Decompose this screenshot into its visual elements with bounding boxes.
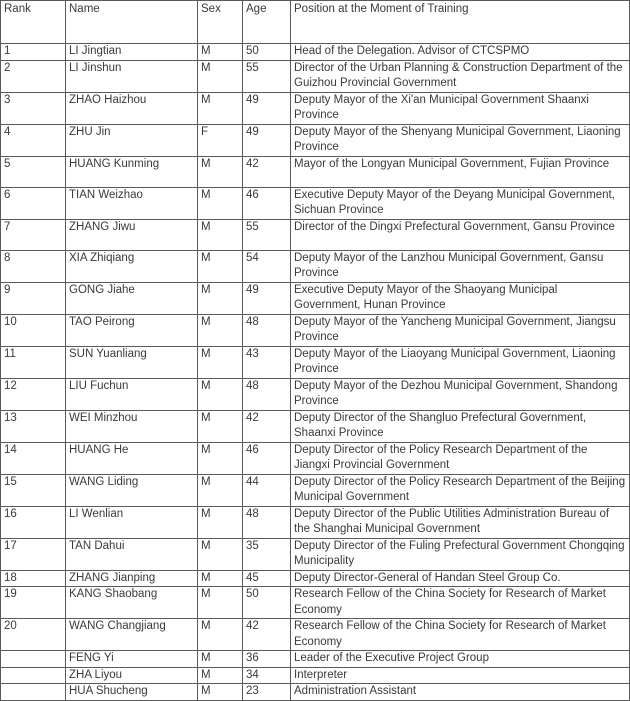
cell-position: Deputy Director of the Public Utilities Administration Bureau of the Shanghai Municipal Government <box>291 506 630 538</box>
table-row <box>1 187 630 219</box>
cell-position: Head of the Delegation. Advisor of CTCSPMO <box>291 44 630 61</box>
cell-rank: 7 <box>1 219 66 250</box>
cell-age: 49 <box>243 92 291 124</box>
cell-name: HUANG Kunming <box>66 156 198 187</box>
cell-sex: M <box>198 587 243 619</box>
cell-rank: 11 <box>1 346 66 378</box>
cell-rank: 16 <box>1 506 66 538</box>
cell-age: 49 <box>243 282 291 314</box>
cell-rank <box>1 684 66 701</box>
cell-age: 23 <box>243 684 291 701</box>
cell-age: 43 <box>243 346 291 378</box>
cell-rank: 18 <box>1 570 66 587</box>
header-sex: Sex <box>198 1 243 44</box>
cell-name: TAN Dahui <box>66 538 198 570</box>
cell-age: 48 <box>243 506 291 538</box>
cell-position: Deputy Mayor of the Yancheng Municipal Government, Jiangsu Province <box>291 314 630 346</box>
table-row <box>1 219 630 250</box>
cell-age: 45 <box>243 570 291 587</box>
cell-name: LI Jingtian <box>66 44 198 61</box>
cell-position: Interpreter <box>291 667 630 684</box>
cell-name: LI Wenlian <box>66 506 198 538</box>
cell-age: 55 <box>243 60 291 92</box>
cell-position: Deputy Director of the Policy Research Department of the Beijing Municipal Government <box>291 474 630 506</box>
cell-age: 42 <box>243 619 291 651</box>
table-row <box>1 570 630 587</box>
header-row <box>1 1 630 44</box>
cell-age: 49 <box>243 124 291 156</box>
cell-name: LI Jinshun <box>66 60 198 92</box>
cell-sex: M <box>198 410 243 442</box>
cell-rank: 5 <box>1 156 66 187</box>
cell-name: ZHANG Jiwu <box>66 219 198 250</box>
cell-age: 48 <box>243 314 291 346</box>
table-row <box>1 346 630 378</box>
cell-age: 48 <box>243 378 291 410</box>
table-row <box>1 156 630 187</box>
cell-rank: 20 <box>1 619 66 651</box>
cell-rank: 1 <box>1 44 66 61</box>
cell-age: 42 <box>243 156 291 187</box>
cell-rank: 8 <box>1 250 66 282</box>
cell-age: 44 <box>243 474 291 506</box>
table-row <box>1 60 630 92</box>
cell-age: 42 <box>243 410 291 442</box>
cell-position: Deputy Mayor of the Xi'an Municipal Government Shaanxi Province <box>291 92 630 124</box>
header-name: Name <box>66 1 198 44</box>
cell-sex: M <box>198 667 243 684</box>
cell-sex: M <box>198 442 243 474</box>
cell-rank: 19 <box>1 587 66 619</box>
cell-age: 35 <box>243 538 291 570</box>
cell-sex: M <box>198 60 243 92</box>
cell-position: Executive Deputy Mayor of the Shaoyang Municipal Government, Hunan Province <box>291 282 630 314</box>
cell-position: Research Fellow of the China Society for Research of Market Economy <box>291 619 630 651</box>
cell-rank: 13 <box>1 410 66 442</box>
cell-sex: F <box>198 124 243 156</box>
cell-age: 50 <box>243 44 291 61</box>
cell-position: Executive Deputy Mayor of the Deyang Municipal Government, Sichuan Province <box>291 187 630 219</box>
cell-rank: 4 <box>1 124 66 156</box>
cell-sex: M <box>198 538 243 570</box>
cell-name: KANG Shaobang <box>66 587 198 619</box>
cell-rank: 6 <box>1 187 66 219</box>
table-row <box>1 587 630 619</box>
cell-position: Deputy Director-General of Handan Steel Group Co. <box>291 570 630 587</box>
cell-sex: M <box>198 250 243 282</box>
table-row <box>1 92 630 124</box>
cell-name: XIA Zhiqiang <box>66 250 198 282</box>
cell-name: ZHANG Jianping <box>66 570 198 587</box>
cell-name: LIU Fuchun <box>66 378 198 410</box>
cell-sex: M <box>198 506 243 538</box>
cell-rank: 3 <box>1 92 66 124</box>
cell-name: FENG Yi <box>66 651 198 668</box>
cell-age: 34 <box>243 667 291 684</box>
cell-name: HUA Shucheng <box>66 684 198 701</box>
cell-rank <box>1 667 66 684</box>
cell-rank <box>1 651 66 668</box>
table-row <box>1 538 630 570</box>
cell-rank: 2 <box>1 60 66 92</box>
table-header <box>1 1 630 44</box>
table-row <box>1 506 630 538</box>
cell-sex: M <box>198 219 243 250</box>
table-row <box>1 124 630 156</box>
table-row <box>1 684 630 701</box>
cell-position: Deputy Mayor of the Dezhou Municipal Government, Shandong Province <box>291 378 630 410</box>
cell-position: Administration Assistant <box>291 684 630 701</box>
cell-sex: M <box>198 314 243 346</box>
cell-name: ZHU Jin <box>66 124 198 156</box>
cell-sex: M <box>198 187 243 219</box>
cell-name: WEI Minzhou <box>66 410 198 442</box>
cell-rank: 14 <box>1 442 66 474</box>
cell-position: Deputy Mayor of the Lanzhou Municipal Government, Gansu Province <box>291 250 630 282</box>
cell-sex: M <box>198 156 243 187</box>
cell-name: GONG Jiahe <box>66 282 198 314</box>
cell-name: WANG Changjiang <box>66 619 198 651</box>
table-row <box>1 474 630 506</box>
cell-position: Deputy Director of the Shangluo Prefectural Government, Shaanxi Province <box>291 410 630 442</box>
table-row <box>1 410 630 442</box>
cell-age: 36 <box>243 651 291 668</box>
cell-position: Research Fellow of the China Society for Research of Market Economy <box>291 587 630 619</box>
cell-sex: M <box>198 92 243 124</box>
cell-name: WANG Liding <box>66 474 198 506</box>
cell-age: 55 <box>243 219 291 250</box>
cell-rank: 10 <box>1 314 66 346</box>
table-row <box>1 314 630 346</box>
cell-sex: M <box>198 346 243 378</box>
cell-position: Director of the Dingxi Prefectural Government, Gansu Province <box>291 219 630 250</box>
cell-position: Director of the Urban Planning & Construction Department of the Guizhou Provincial Government <box>291 60 630 92</box>
cell-rank: 9 <box>1 282 66 314</box>
cell-rank: 12 <box>1 378 66 410</box>
table-row <box>1 442 630 474</box>
table-row <box>1 378 630 410</box>
cell-sex: M <box>198 651 243 668</box>
cell-rank: 17 <box>1 538 66 570</box>
cell-sex: M <box>198 619 243 651</box>
cell-sex: M <box>198 570 243 587</box>
cell-age: 46 <box>243 187 291 219</box>
cell-rank: 15 <box>1 474 66 506</box>
table-row <box>1 619 630 651</box>
cell-position: Mayor of the Longyan Municipal Government, Fujian Province <box>291 156 630 187</box>
cell-sex: M <box>198 684 243 701</box>
table-row <box>1 282 630 314</box>
cell-position: Deputy Director of the Fuling Prefectural Government Chongqing Municipality <box>291 538 630 570</box>
cell-name: SUN Yuanliang <box>66 346 198 378</box>
cell-sex: M <box>198 474 243 506</box>
table-body <box>1 44 630 701</box>
cell-position: Deputy Mayor of the Liaoyang Municipal Government, Liaoning Province <box>291 346 630 378</box>
cell-sex: M <box>198 378 243 410</box>
header-rank: Rank <box>1 1 66 44</box>
header-age: Age <box>243 1 291 44</box>
table-row <box>1 667 630 684</box>
cell-sex: M <box>198 44 243 61</box>
table-row <box>1 250 630 282</box>
cell-name: ZHA Liyou <box>66 667 198 684</box>
cell-sex: M <box>198 282 243 314</box>
cell-age: 50 <box>243 587 291 619</box>
cell-position: Leader of the Executive Project Group <box>291 651 630 668</box>
cell-position: Deputy Mayor of the Shenyang Municipal Government, Liaoning Province <box>291 124 630 156</box>
cell-age: 46 <box>243 442 291 474</box>
cell-name: TIAN Weizhao <box>66 187 198 219</box>
cell-position: Deputy Director of the Policy Research Department of the Jiangxi Provincial Government <box>291 442 630 474</box>
cell-age: 54 <box>243 250 291 282</box>
table-row <box>1 44 630 61</box>
header-position: Position at the Moment of Training <box>291 1 630 44</box>
cell-name: ZHAO Haizhou <box>66 92 198 124</box>
table-row <box>1 651 630 668</box>
cell-name: TAO Peirong <box>66 314 198 346</box>
cell-name: HUANG He <box>66 442 198 474</box>
